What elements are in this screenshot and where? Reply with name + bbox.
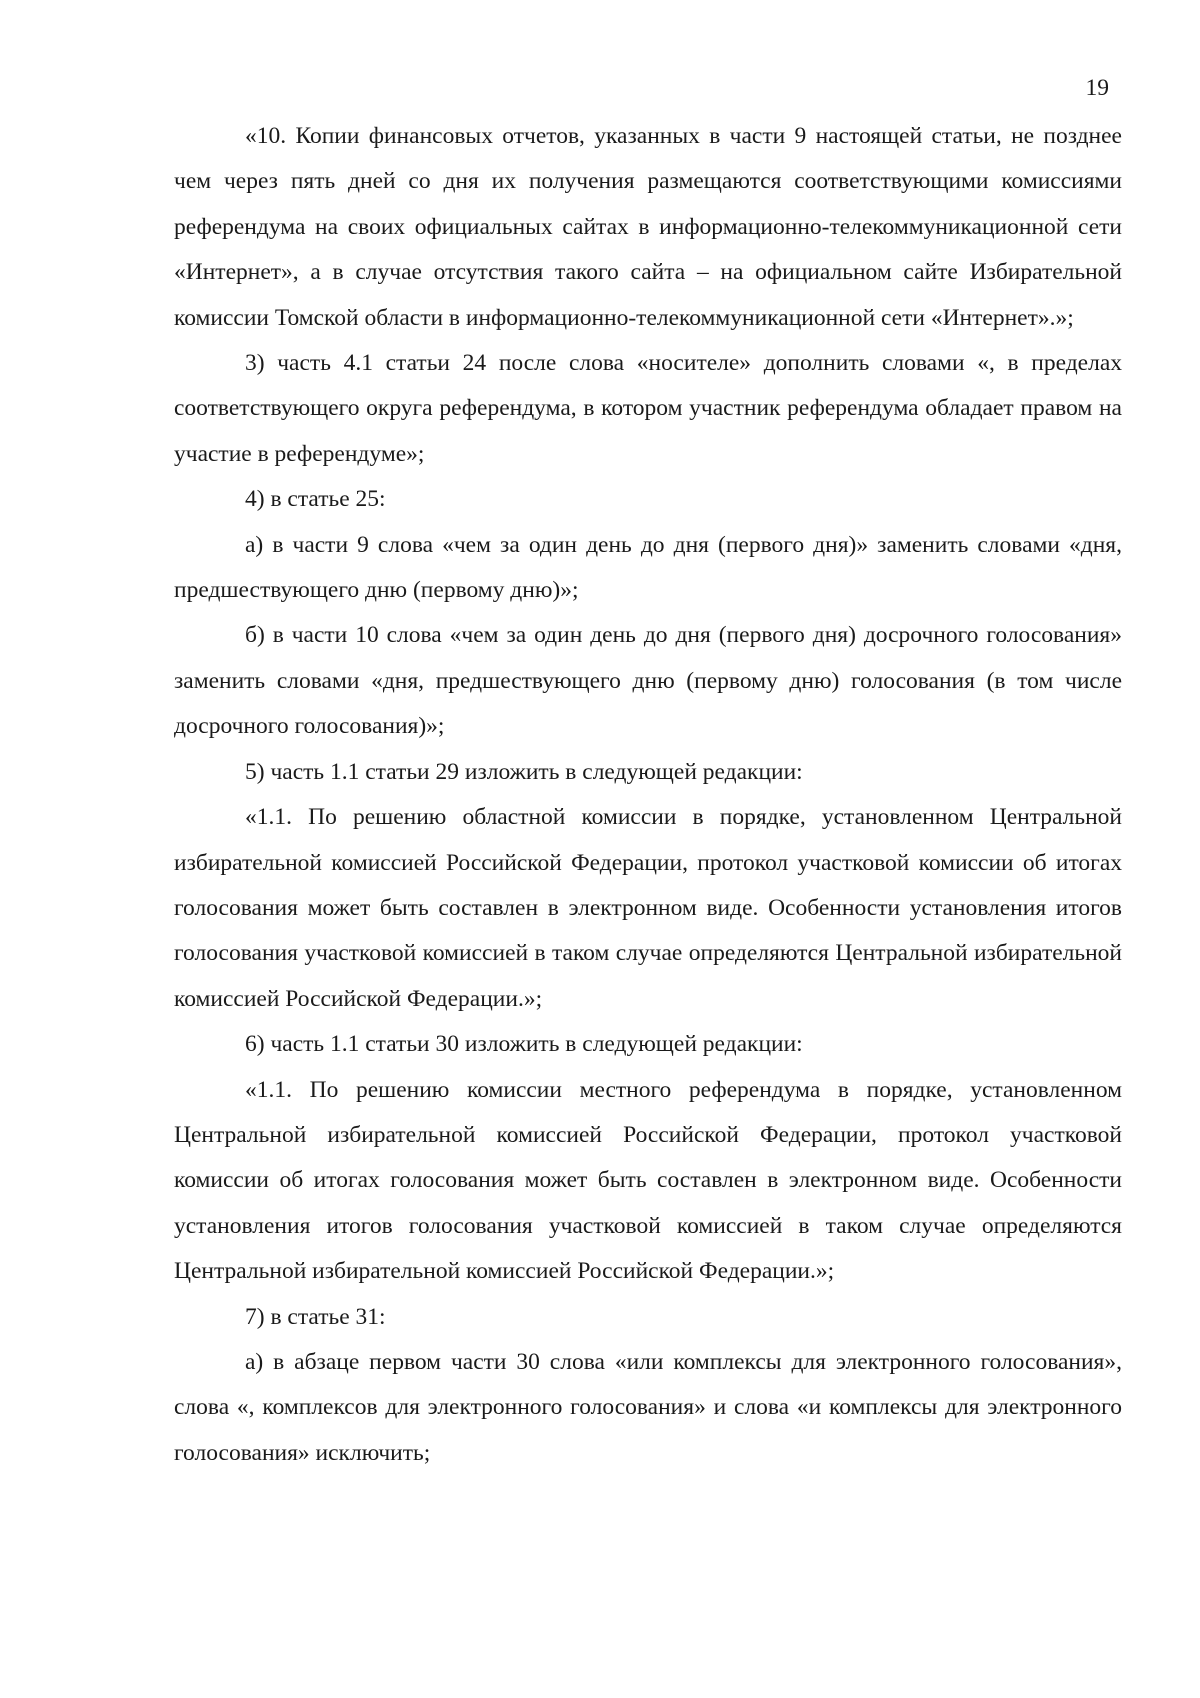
paragraph-item-7: 7) в статье 31: xyxy=(245,1303,386,1330)
paragraph-article-10-text: «10. Копии финансовых отчетов, указанных в части 9 настоящей статьи, не позднее чем через пять дней со дня их получения размещаются соответствующими комиссиями референдума на своих официальных сайтах в информационно-телекоммуникационной сети «Интернет», а в случае отсутствия такого сайта – на официальном сайте Избирательной комиссии Томской области в информационно-телекоммуникационной сети «Интернет».»; xyxy=(174,123,1122,331)
page-number: 19 xyxy=(1085,75,1109,101)
paragraph-item-6: 6) часть 1.1 статьи 30 изложить в следующей редакции: xyxy=(245,1031,803,1058)
paragraph-item-3: 3) часть 4.1 статьи 24 после слова «носителе» дополнить словами «, в пределах соответствующего округа референдума, в котором участник референдума обладает правом на участие в референдуме»; xyxy=(174,350,1122,467)
paragraph-article-30-text: «1.1. По решению комиссии местного референдума в порядке, установленном Центральной избирательной комиссией Российской Федерации, протокол участковой комиссии об итогах голосования может быть составлен в электронном виде. Особенности установления итогов голосования участковой комиссией в таком случае определяются Центральной избирательной комиссией Российской Федерации.»; xyxy=(174,1076,1122,1285)
paragraph-article-29-text: «1.1. По решению областной комиссии в порядке, установленном Центральной избирательной комиссией Российской Федерации, протокол участковой комиссии об итогах голосования может быть составлен в электронном виде. Особенности установления итогов голосования участковой комиссией в таком случае определяются Центральной избирательной комиссией Российской Федерации.»; xyxy=(174,804,1122,1012)
paragraph-item-5: 5) часть 1.1 статьи 29 изложить в следующей редакции: xyxy=(245,758,803,785)
paragraph-item-7a: а) в абзаце первом части 30 слова «или комплексы для электронного голосования», слова «, комплексов для электронного голосования» и слова «и комплексы для электронного голосования» исключить; xyxy=(174,1348,1122,1466)
paragraph-item-4: 4) в статье 25: xyxy=(245,486,386,513)
document-body xyxy=(174,114,1122,1476)
paragraph-item-4b: б) в части 10 слова «чем за один день до дня (первого дня) досрочного голосования» заменить словами «дня, предшествующего дню (первому дню) голосования (в том числе досрочного голосования)»; xyxy=(174,622,1122,740)
paragraph-item-4a: а) в части 9 слова «чем за один день до дня (первого дня)» заменить словами «дня, предшествующего дню (первому дню)»; xyxy=(174,531,1122,604)
